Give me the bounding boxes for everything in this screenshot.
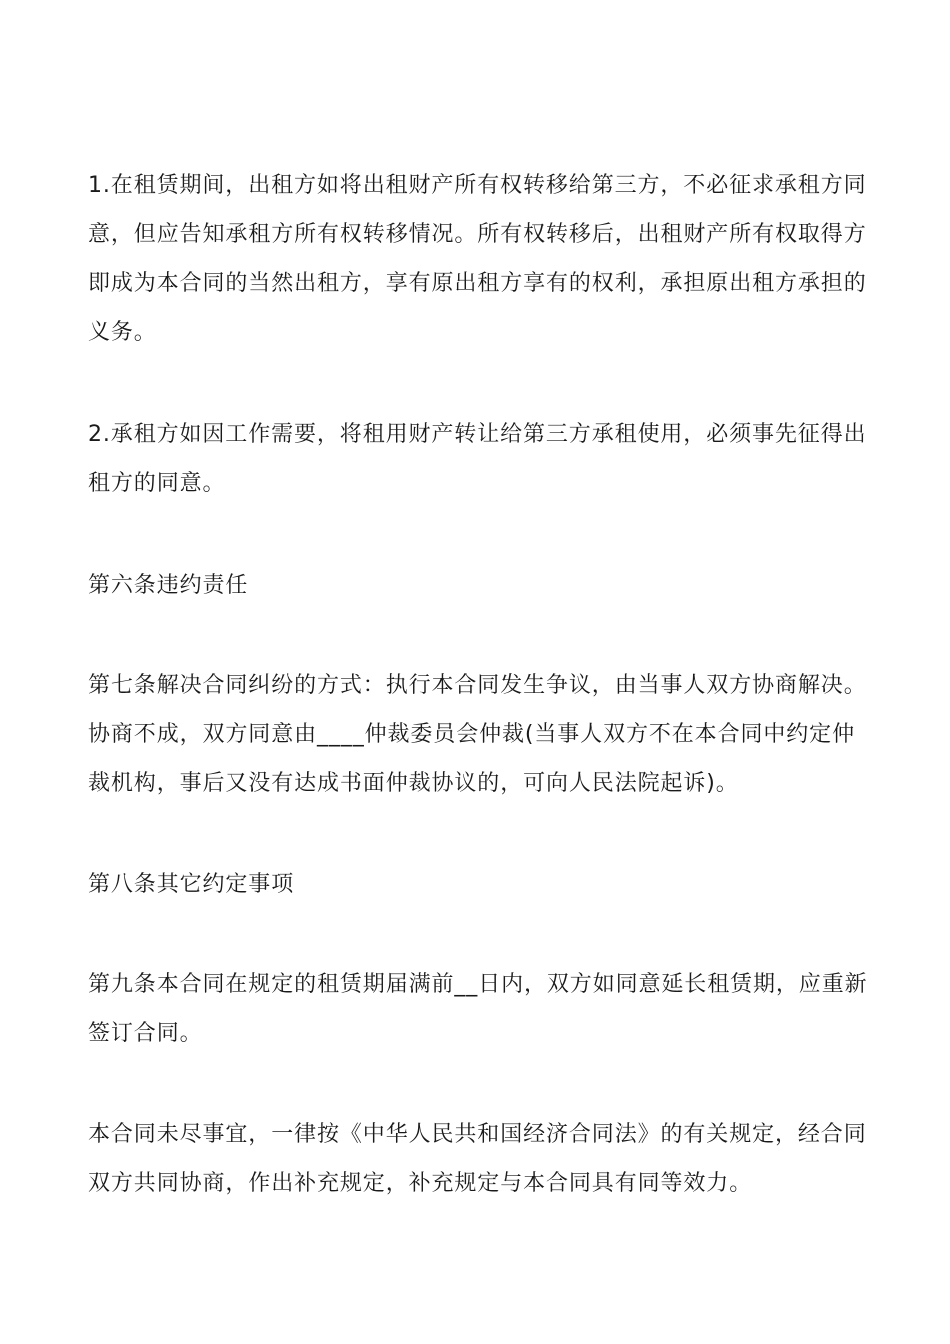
heading-article-8: 第八条其它约定事项 [88,872,295,897]
paragraph-article-9: 第九条本合同在规定的租赁期届满前__日内，双方如同意延长租赁期，应重新签订合同。 [88,972,868,1046]
paragraph-article-7: 第七条解决合同纠纷的方式：执行本合同发生争议，由当事人双方协商解决。协商不成，双方同意由____仲裁委员会仲裁(当事人双方不在本合同中约定仲裁机构，事后又没有达成书面仲裁协议的，可向人民法院起诉)。 [88,673,867,796]
heading-article-6: 第六条违约责任 [88,573,249,598]
paragraph-ownership-transfer: 1.在租赁期间，出租方如将出租财产所有权转移给第三方，不必征求承租方同意，但应告知承租方所有权转移情况。所有权转移后，出租财产所有权取得方即成为本合同的当然出租方，享有原出租方享有的权利，承担原出租方承担的义务。 [88,173,867,345]
paragraph-sublease: 2.承租方如因工作需要，将租用财产转让给第三方承租使用，必须事先征得出租方的同意。 [88,422,867,496]
paragraph-supplementary: 本合同未尽事宜，一律按《中华人民共和国经济合同法》的有关规定，经合同双方共同协商，作出补充规定，补充规定与本合同具有同等效力。 [88,1122,867,1196]
